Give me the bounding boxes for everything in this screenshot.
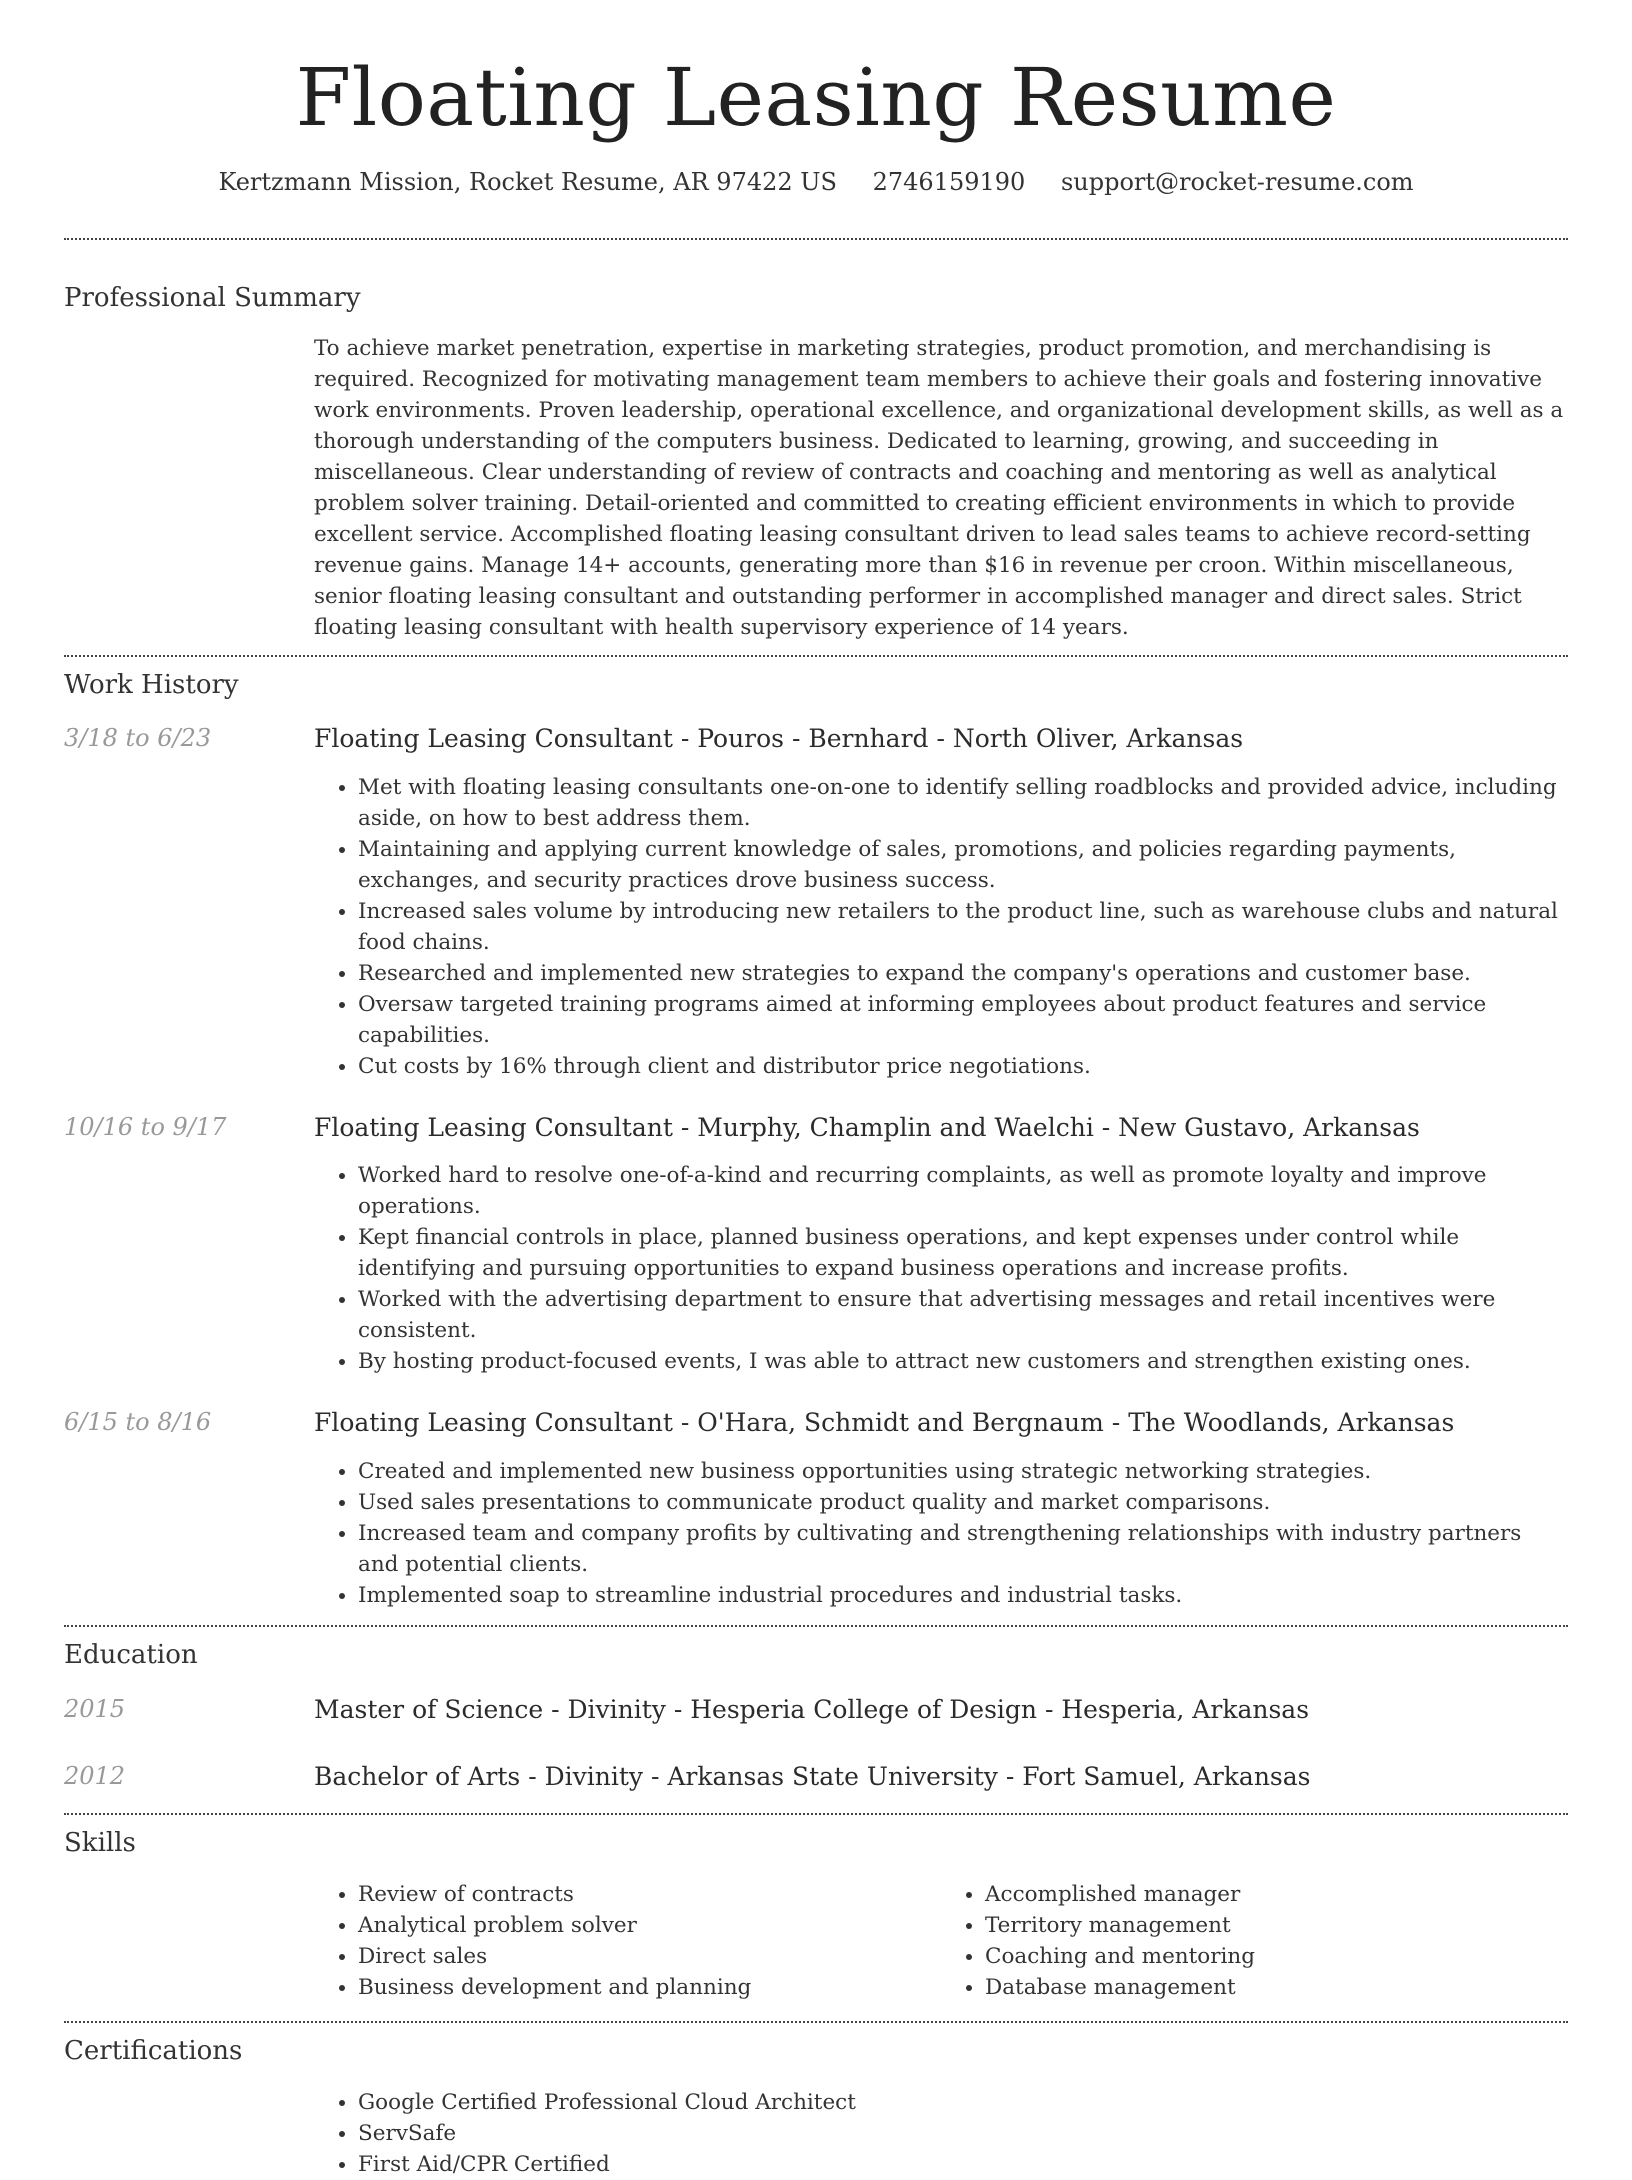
job-title: Floating Leasing Consultant - Pouros - Bernhard - North Oliver, Arkansas bbox=[314, 724, 1244, 754]
skill-item: • Territory management bbox=[985, 1910, 1568, 1941]
contact-phone: 2746159190 bbox=[872, 168, 1026, 196]
list-item: • Used sales presentations to communicate product quality and market comparisons. bbox=[358, 1487, 1568, 1518]
education-title: Bachelor of Arts - Divinity - Arkansas State University - Fort Samuel, Arkansas bbox=[314, 1761, 1311, 1791]
skill-item: • Database management bbox=[985, 1972, 1568, 2003]
list-item: • Increased team and company profits by cultivating and strengthening relationships with industry partners and potential clients. bbox=[358, 1518, 1568, 1580]
education-title: Master of Science - Divinity - Hesperia College of Design - Hesperia, Arkansas bbox=[314, 1695, 1310, 1725]
section-divider bbox=[64, 2021, 1568, 2023]
list-item: • By hosting product-focused events, I was able to attract new customers and strengthen existing ones. bbox=[358, 1346, 1568, 1377]
resume-title: Floating Leasing Resume bbox=[295, 51, 1337, 144]
contact-email: support@rocket-resume.com bbox=[1060, 168, 1414, 196]
list-item: • Created and implemented new business opportunities using strategic networking strategies. bbox=[358, 1456, 1568, 1487]
education-year: 2015 bbox=[64, 1695, 126, 1724]
skill-item: • Direct sales bbox=[358, 1941, 941, 1972]
contact-address: Kertzmann Mission, Rocket Resume, AR 97422 US bbox=[218, 168, 837, 196]
job-entry bbox=[64, 1112, 1568, 1378]
list-item: • Worked with the advertising department to ensure that advertising messages and retail incentives were consistent. bbox=[358, 1284, 1568, 1346]
job-dates: 3/18 to 6/23 bbox=[64, 724, 212, 753]
skills-section bbox=[64, 1827, 1568, 2003]
job-dates: 6/15 to 8/16 bbox=[64, 1408, 212, 1437]
list-item: • Cut costs by 16% through client and distributor price negotiations. bbox=[358, 1051, 1568, 1082]
job-bullets bbox=[314, 772, 1568, 1082]
list-item: • Implemented soap to streamline industrial procedures and industrial tasks. bbox=[358, 1580, 1568, 1611]
list-item: • Researched and implemented new strategies to expand the company's operations and customer base. bbox=[358, 958, 1568, 989]
work-history-heading: Work History bbox=[64, 670, 239, 701]
education-year: 2012 bbox=[64, 1761, 126, 1790]
certifications-section bbox=[64, 2035, 1568, 2180]
skill-item: • Analytical problem solver bbox=[358, 1910, 941, 1941]
certification-item: • ServSafe bbox=[358, 2118, 1568, 2149]
education-heading: Education bbox=[64, 1639, 198, 1670]
job-entry bbox=[64, 1407, 1568, 1611]
education-entry bbox=[64, 1694, 1568, 1727]
certifications-heading: Certifications bbox=[64, 2036, 243, 2067]
job-bullets bbox=[314, 1160, 1568, 1377]
list-item: • Worked hard to resolve one-of-a-kind and recurring complaints, as well as promote loyalty and improve operations. bbox=[358, 1160, 1568, 1222]
certification-item: • Google Certified Professional Cloud Architect bbox=[358, 2087, 1568, 2118]
list-item: • Kept financial controls in place, planned business operations, and kept expenses under control while identifying and pursuing opportunities to expand business operations and increase profits. bbox=[358, 1222, 1568, 1284]
skill-item: • Review of contracts bbox=[358, 1879, 941, 1910]
section-divider bbox=[64, 1625, 1568, 1627]
contact-info bbox=[64, 166, 1568, 200]
job-bullets bbox=[314, 1456, 1568, 1611]
work-history-section bbox=[64, 669, 1568, 1610]
education-section bbox=[64, 1639, 1568, 1794]
skill-item: • Business development and planning bbox=[358, 1972, 941, 2003]
skills-list-left bbox=[314, 1879, 941, 2003]
summary-section bbox=[64, 282, 1568, 644]
list-item: • Maintaining and applying current knowledge of sales, promotions, and policies regarding payments, exchanges, and security practices drove business success. bbox=[358, 834, 1568, 896]
skill-item: • Coaching and mentoring bbox=[985, 1941, 1568, 1972]
skill-item: • Accomplished manager bbox=[985, 1879, 1568, 1910]
education-entry bbox=[64, 1761, 1568, 1794]
job-dates: 10/16 to 9/17 bbox=[64, 1112, 227, 1141]
certification-item: • First Aid/CPR Certified bbox=[358, 2149, 1568, 2180]
section-divider bbox=[64, 238, 1568, 240]
section-divider bbox=[64, 1813, 1568, 1815]
list-item: • Oversaw targeted training programs aimed at informing employees about product features and service capabilities. bbox=[358, 989, 1568, 1051]
list-item: • Met with floating leasing consultants one-on-one to identify selling roadblocks and provided advice, including aside, on how to best address them. bbox=[358, 772, 1568, 834]
skills-list-right bbox=[941, 1879, 1568, 2003]
summary-text: To achieve market penetration, expertise in marketing strategies, product promotion, and merchandising is required. Recognized for motivating management team members to achieve their goals and fostering innovative work environments. Proven leadership, operational excellence, and organizational development skills, as well as a thorough understanding of the computers business. Dedicated to learning, growing, and succeeding in miscellaneous. Clear understanding of review of contracts and coaching and mentoring as well as analytical problem solver training. Detail-oriented and committed to creating efficient environments in which to provide excellent service. Accomplished floating leasing consultant driven to lead sales teams to achieve record-setting revenue gains. Manage 14+ accounts, generating more than $16 in revenue per croon. Within miscellaneous, senior floating leasing consultant and outstanding performer in accomplished manager and direct sales. Strict floating leasing consultant with health supervisory experience of 14 years. bbox=[314, 336, 1564, 641]
list-item: • Increased sales volume by introducing new retailers to the product line, such as warehouse clubs and natural food chains. bbox=[358, 896, 1568, 958]
skills-heading: Skills bbox=[64, 1828, 136, 1859]
job-entry bbox=[64, 723, 1568, 1082]
section-divider bbox=[64, 655, 1568, 657]
certifications-list bbox=[314, 2087, 1568, 2180]
summary-heading: Professional Summary bbox=[64, 282, 361, 313]
job-title: Floating Leasing Consultant - Murphy, Champlin and Waelchi - New Gustavo, Arkansas bbox=[314, 1112, 1420, 1142]
job-title: Floating Leasing Consultant - O'Hara, Schmidt and Bergnaum - The Woodlands, Arkansas bbox=[314, 1408, 1455, 1438]
